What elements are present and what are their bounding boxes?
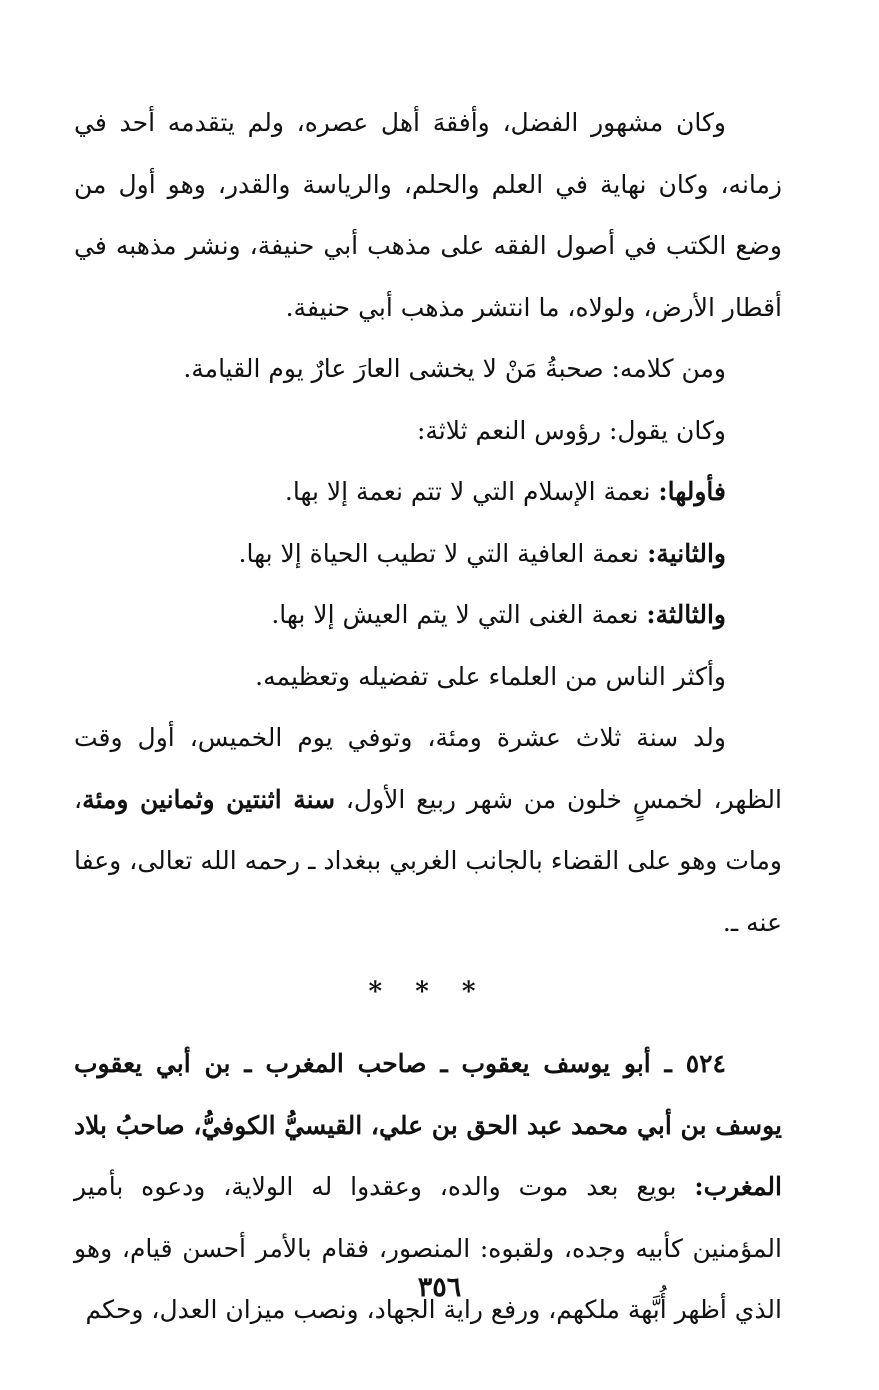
list-text: نعمة الإسلام التي لا تتم نعمة إلا بها. xyxy=(284,477,659,506)
paragraph-text: وكان يقول: رؤوس النعم ثلاثة: xyxy=(416,415,726,445)
entry-heading: ٥٢٤ ـ أبو يوسف يعقوب ـ صاحب المغرب ـ بن أبي يعقوب يوسف بن أبي محمد عبد الحق بن علي، القيسيُّ الكوفيُّ، صاحبُ بلاد المغرب: xyxy=(74,1049,782,1201)
paragraph-text: وكان مشهور الفضل، وأفقهَ أهل عصره، ولم يتقدمه أحد في زمانه، وكان نهاية في العلم والحلم، والرياسة والقدر، وهو أول من وضع الكتب في أصول الفقه على مذهب أبي حنيفة، ونشر مذهبه في أقطار الأرض، ولولاه، ما انتشر مذهب أبي حنيفة. xyxy=(74,108,782,322)
list-label: والثانية: xyxy=(647,538,726,568)
paragraph-text: ولد سنة ثلاث عشرة ومئة، وتوفي يوم الخميس، أول وقت الظهر، لخمسٍ خلون من شهر ربيع الأول، xyxy=(74,723,782,814)
list-text: نعمة العافية التي لا تطيب الحياة إلا بها. xyxy=(238,538,648,568)
paragraph-text: ومن كلامه: صحبةُ مَنْ لا يخشى العارَ عارٌ يوم القيامة. xyxy=(183,354,726,383)
death-year: سنة اثنتين وثمانين ومئة xyxy=(82,784,336,814)
paragraph-text: ، ومات وهو على القضاء بالجانب الغربي ببغداد ـ رحمه الله تعالى، وعفا عنه ـ. xyxy=(74,784,782,937)
paragraph-text: وأكثر الناس من العلماء على تفضيله وتعظيمه. xyxy=(255,661,726,691)
paragraph-biography xyxy=(74,92,782,338)
list-label: فأولها: xyxy=(658,477,726,506)
paragraph-scholars-opinion xyxy=(74,646,782,708)
entry-text: بويع بعد موت والده، وعقدوا له الولاية، ودعوه بأمير المؤمنين كأبيه وجده، ولقبوه: المنصور، فقام بالأمر أحسن قيام، وهو الذي أظهر أُبَّهة ملكهم، ورفع راية الجهاد، ونصب ميزان العدل، وحكم xyxy=(74,1172,782,1324)
paragraph-saying xyxy=(74,338,782,400)
paragraph-first-blessing xyxy=(74,461,782,523)
section-separator: * * * xyxy=(368,977,488,1007)
list-label: والثالثة: xyxy=(646,600,726,629)
page-number: ٣٥٦ xyxy=(417,1272,462,1303)
paragraph-second-blessing xyxy=(74,523,782,585)
paragraph-third-blessing xyxy=(74,584,782,646)
paragraph-birth-death xyxy=(74,707,782,953)
list-text: نعمة الغنى التي لا يتم العيش إلا بها. xyxy=(271,600,647,629)
paragraph-intro-blessings xyxy=(74,400,782,462)
page-body xyxy=(74,92,782,1341)
